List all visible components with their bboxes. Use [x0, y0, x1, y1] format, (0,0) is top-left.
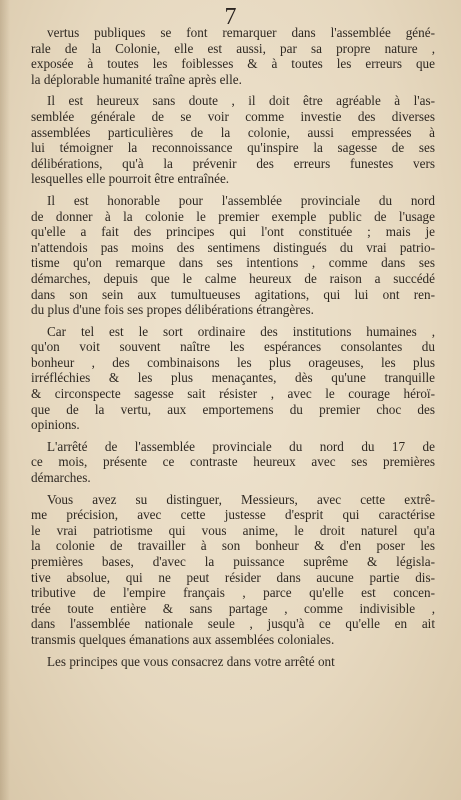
text-line: vertus publiques se font remarquer dans l'assemblée géné-: [47, 25, 435, 40]
text-line: tive absolue, qui ne peut résider dans aucune partie dis-: [31, 569, 435, 585]
text-line: la colonie de travailler à son bonheur & d'en poser les: [31, 538, 435, 554]
paragraph: [31, 439, 435, 486]
text-line: n'attendois pas moins des sentimens distingués du vrai patrio-: [31, 239, 435, 255]
text-line: tisme qu'on remarque dans ses intentions , comme dans ses: [31, 255, 435, 271]
paragraph: [31, 492, 435, 648]
text-line: Les principes que vous consacrez dans votre arrêté ont: [47, 653, 335, 669]
paragraph: [31, 324, 435, 433]
text-line: bonheur , des combinaisons les plus orageuses, les plus: [31, 354, 435, 370]
text-line: dans l'assemblée nationale seule , jusqu'à ce qu'elle en ait: [31, 616, 435, 632]
paragraph: [31, 93, 435, 187]
text-line: lesquelles elle pourroit être entraînée.: [31, 171, 230, 187]
text-line: rale de la Colonie, elle est aussi, par sa propre nature ,: [31, 40, 435, 56]
paragraph: [31, 654, 435, 670]
text-line: qu'elle a fait des principes qui l'ont constituée ; mais je: [31, 224, 435, 240]
text-line: Vous avez su distinguer, Messieurs, avec cette extrê-: [47, 491, 435, 507]
text-line: exposée à toutes les foiblesses & à toutes les erreurs que: [31, 56, 435, 72]
text-line: démarches.: [31, 470, 91, 486]
text-line: du plus d'une fois ses propes délibérations étrangères.: [31, 302, 314, 318]
text-line: dans son sein aux tumultueuses agitations, qui lui ont ren-: [31, 286, 435, 302]
text-line: irréfléchies & les plus menaçantes, dès qu'une tranquille: [31, 370, 435, 386]
text-line: L'arrêté de l'assemblée provinciale du nord du 17 de: [47, 438, 435, 454]
text-line: semblée générale de se voir comme investie des diverses: [31, 108, 435, 124]
text-line: assemblées particulières de la colonie, aussi empressées à: [31, 124, 435, 140]
text-line: tributive de l'empire français , parce qu'elle est concen-: [31, 585, 435, 601]
text-line: lui témoigner la reconnoissance qu'inspire la sagesse de ses: [31, 140, 435, 156]
paragraph: [31, 193, 435, 318]
text-line: le vrai patriotisme qui vous anime, le droit naturel qu'a: [31, 522, 435, 538]
text-line: me précision, avec cette justesse d'esprit qui caractérise: [31, 507, 435, 523]
text-line: de donner à la colonie le premier exemple public de l'usage: [31, 208, 435, 224]
text-line: démarches, depuis que le calme heureux de raison a succédé: [31, 270, 435, 286]
text-line: Il est heureux sans doute , il doit être agréable à l'as-: [47, 93, 435, 109]
text-line: transmis quelques émanations aux assemblées coloniales.: [31, 631, 335, 647]
text-line: ce mois, présente ce contraste heureux avec ses premières: [31, 454, 435, 470]
text-line: trée toute entière & sans partage , comme indivisible ,: [31, 600, 435, 616]
paragraph: [31, 25, 435, 87]
body-text: [31, 25, 435, 675]
text-line: la déplorable humanité traîne après elle.: [31, 71, 242, 87]
binding-shadow: [0, 0, 10, 800]
text-line: premières bases, d'avec la puissance suprême & législa-: [31, 554, 435, 569]
page-number: 7: [224, 4, 237, 30]
text-line: opinions.: [31, 417, 80, 433]
text-line: qu'on voit souvent naître les espérances consolantes du: [31, 339, 435, 355]
text-line: délibérations, qu'à la prévenir des erreurs funestes vers: [31, 155, 435, 171]
text-line: & circonspecte sagesse sait résister , avec le courage héroï-: [31, 386, 435, 402]
text-line: que de la vertu, aux emportemens du premier choc des: [31, 401, 435, 417]
text-line: Il est honorable pour l'assemblée provinciale du nord: [47, 192, 435, 208]
text-line: Car tel est le sort ordinaire des institutions humaines ,: [47, 323, 435, 339]
